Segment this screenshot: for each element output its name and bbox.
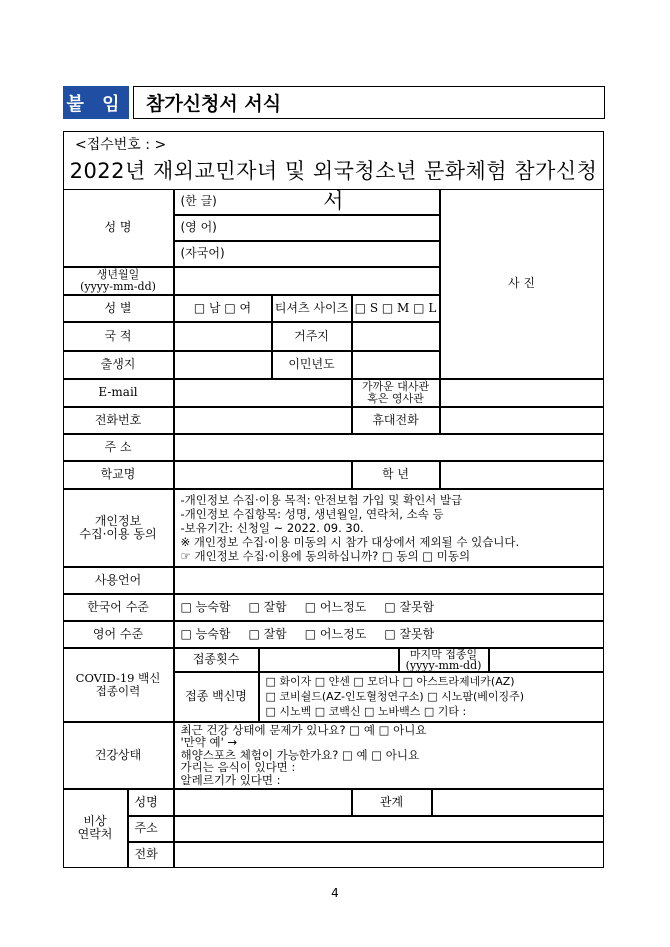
vaccine-options[interactable]: [259, 672, 604, 722]
mobile-field[interactable]: [440, 407, 604, 434]
residence-field[interactable]: [352, 322, 440, 351]
nationality-label: 국 적: [63, 322, 174, 351]
name-korean-field[interactable]: (한 글): [174, 189, 440, 215]
sex-options[interactable]: □ 남 □ 여: [174, 295, 272, 322]
health-line[interactable]: 알레르기가 있다면 :: [180, 772, 281, 787]
health-label: 건강상태: [63, 722, 174, 789]
name-native-field[interactable]: (자국어): [174, 241, 440, 267]
em-name-field[interactable]: [174, 789, 352, 816]
vaccine-options-row[interactable]: □ 시노벡 □ 코백신 □ 노바백스 □ 기타 :: [265, 705, 467, 718]
vaccine-options-row[interactable]: □ 코비쉴드(AZ-인도혈청연구소) □ 시노팜(베이징주): [265, 690, 525, 703]
privacy-line: -개인정보 수집항목: 성명, 생년월일, 연락처, 소속 등: [180, 506, 444, 521]
em-name-label: 성명: [128, 789, 174, 816]
name-english-field[interactable]: (영 어): [174, 215, 440, 241]
last-dose-field[interactable]: [489, 648, 604, 672]
health-line[interactable]: 가리는 음식이 있다면 :: [180, 760, 296, 775]
dose-count-label: 접종횟수: [174, 648, 259, 672]
school-field[interactable]: [174, 461, 352, 489]
vaccine-name-label: 접종 백신명: [174, 672, 259, 722]
emigration-label: 이민년도: [272, 351, 352, 379]
language-field[interactable]: [174, 567, 604, 594]
birthplace-field[interactable]: [174, 351, 272, 379]
grade-field[interactable]: [440, 461, 604, 489]
dose-count-field[interactable]: [259, 648, 399, 672]
birth-label: 생년월일 (yyyy-mm-dd): [63, 267, 174, 295]
korean-level-label: 한국어 수준: [63, 594, 174, 621]
birthplace-label: 출생지: [63, 351, 174, 379]
option-fluent[interactable]: □ 능숙함: [180, 599, 231, 614]
health-line: '만약 예' →: [180, 735, 238, 750]
korean-level-options[interactable]: [174, 594, 604, 621]
phone-label: 전화번호: [63, 407, 174, 434]
birth-field[interactable]: [174, 267, 440, 295]
photo-box[interactable]: 사 진: [440, 189, 604, 379]
covid-vaccine-label: COVID-19 백신 접종이력: [63, 648, 174, 722]
privacy-consent-question[interactable]: ☞ 개인정보 수집·이용에 동의하십니까? □ 동의 □ 미동의: [180, 548, 471, 563]
em-address-label: 주소: [128, 816, 174, 842]
option-good[interactable]: □ 잘함: [248, 626, 287, 641]
grade-label: 학 년: [352, 461, 440, 489]
phone-field[interactable]: [174, 407, 352, 434]
em-address-field[interactable]: [174, 816, 604, 842]
receipt-number: <접수번호 : >: [75, 137, 167, 153]
nationality-field[interactable]: [174, 322, 272, 351]
document-title: 참가신청서 서식: [133, 86, 605, 119]
page-number: 4: [331, 886, 339, 900]
em-phone-label: 전화: [128, 842, 174, 868]
privacy-label: 개인정보 수집·이용 동의: [63, 489, 174, 567]
tshirt-options[interactable]: □ S □ M □ L: [352, 295, 440, 322]
option-moderate[interactable]: □ 어느정도: [304, 626, 367, 641]
privacy-line: -보유기간: 신청일 ~ 2022. 09. 30.: [180, 520, 364, 535]
option-poor[interactable]: □ 잘못함: [384, 626, 435, 641]
last-dose-label: 마지막 접종일 (yyyy-mm-dd): [399, 648, 489, 672]
address-field[interactable]: [174, 434, 604, 461]
em-phone-field[interactable]: [174, 842, 604, 868]
school-label: 학교명: [63, 461, 174, 489]
em-relation-label: 관계: [352, 789, 432, 816]
privacy-consent-text[interactable]: [174, 489, 604, 567]
emergency-contact-label: 비상 연락처: [63, 789, 128, 868]
em-relation-field[interactable]: [432, 789, 604, 816]
embassy-label: 가까운 대사관 혹은 영사관: [352, 379, 440, 407]
vaccine-options-row[interactable]: □ 화이자 □ 얀센 □ 모더나 □ 아스트라제네카(AZ): [265, 675, 515, 688]
health-questions[interactable]: [174, 722, 604, 789]
residence-label: 거주지: [272, 322, 352, 351]
tshirt-label: 티셔츠 사이즈: [272, 295, 352, 322]
privacy-line: ※ 개인정보 수집·이용 미동의 시 참가 대상에서 제외될 수 있습니다.: [180, 534, 520, 549]
sex-label: 성 별: [63, 295, 174, 322]
health-line[interactable]: 해양스포츠 체험이 가능한가요? □ 예 □ 아니요: [180, 747, 420, 762]
attachment-badge: 붙 임: [63, 86, 129, 119]
health-line[interactable]: 최근 건강 상태에 문제가 있나요? □ 예 □ 아니요: [180, 722, 427, 737]
email-label: E-mail: [63, 379, 174, 407]
language-label: 사용언어: [63, 567, 174, 594]
address-label: 주 소: [63, 434, 174, 461]
name-label: 성 명: [63, 189, 174, 267]
option-moderate[interactable]: □ 어느정도: [304, 599, 367, 614]
mobile-label: 휴대전화: [352, 407, 440, 434]
option-good[interactable]: □ 잘함: [248, 599, 287, 614]
form-title: 2022년 재외교민자녀 및 외국청소년 문화체험 참가신청서: [69, 159, 598, 213]
email-field[interactable]: [174, 379, 352, 407]
option-poor[interactable]: □ 잘못함: [384, 599, 435, 614]
english-level-options[interactable]: [174, 621, 604, 648]
embassy-field[interactable]: [440, 379, 604, 407]
option-fluent[interactable]: □ 능숙함: [180, 626, 231, 641]
english-level-label: 영어 수준: [63, 621, 174, 648]
emigration-field[interactable]: [352, 351, 440, 379]
privacy-line: -개인정보 수집·이용 목적: 안전보험 가입 및 확인서 발급: [180, 492, 463, 507]
